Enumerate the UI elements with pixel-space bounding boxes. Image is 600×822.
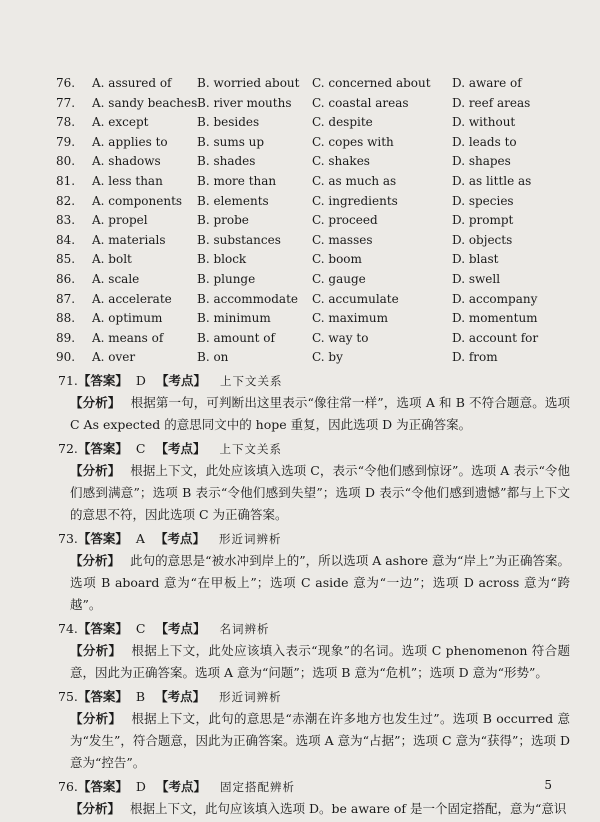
question-number: 86. bbox=[56, 271, 76, 286]
option-d: D. aware of bbox=[452, 76, 522, 90]
question-number: 77. bbox=[56, 95, 76, 110]
option-row bbox=[56, 290, 576, 310]
option-d: D. leads to bbox=[452, 134, 517, 149]
question-number: 89. bbox=[56, 330, 76, 345]
answer-header bbox=[58, 618, 570, 640]
answer-block bbox=[58, 370, 570, 436]
analysis-body: 根据上下文，此句的意思是“赤潮在许多地方也发生过”。选项 B occurred 意为“发生”，符合题意，因此为正确答案。选项 A 意为“占据”；选项 C 意为“获得”；选项 D 意为“控告”。 bbox=[70, 711, 570, 770]
option-b: B. sums up bbox=[197, 134, 265, 149]
option-c: C. concerned about bbox=[312, 76, 431, 90]
option-d: D. prompt bbox=[452, 213, 514, 228]
option-c: C. gauge bbox=[312, 271, 366, 286]
option-c: C. maximum bbox=[312, 311, 389, 326]
option-d: D. blast bbox=[452, 252, 499, 267]
option-row bbox=[56, 231, 576, 251]
option-a: A. propel bbox=[92, 213, 148, 228]
answer-number: 76. bbox=[58, 779, 78, 794]
option-d: D. account for bbox=[452, 330, 539, 345]
answer-block bbox=[58, 686, 570, 774]
options-table bbox=[56, 74, 576, 368]
answer-topic: 形近词辨析 bbox=[218, 532, 282, 546]
option-b: B. worried about bbox=[197, 76, 300, 90]
answer-choice: D bbox=[135, 373, 146, 388]
option-d: D. species bbox=[452, 193, 514, 208]
topic-label: 【考点】 bbox=[155, 689, 206, 704]
option-row bbox=[56, 211, 576, 231]
topic-label: 【考点】 bbox=[155, 621, 206, 636]
option-c: C. ingredients bbox=[312, 193, 398, 208]
topic-label: 【考点】 bbox=[155, 373, 206, 388]
option-a: A. materials bbox=[92, 232, 166, 247]
option-c: C. proceed bbox=[312, 213, 378, 228]
answer-label: 【答案】 bbox=[77, 779, 128, 794]
question-number: 81. bbox=[56, 173, 76, 188]
option-a: A. less than bbox=[92, 173, 163, 188]
answer-choice: C bbox=[135, 441, 146, 456]
answer-number: 75. bbox=[58, 689, 78, 704]
option-row bbox=[56, 74, 576, 94]
answer-number: 74. bbox=[58, 621, 78, 636]
option-row bbox=[56, 133, 576, 153]
analysis-text bbox=[58, 798, 570, 820]
option-b: B. substances bbox=[197, 232, 281, 247]
answer-topic: 上下文关系 bbox=[219, 442, 282, 456]
analysis-body: 根据上下文，此句应该填入选项 D。be aware of 是一个固定搭配，意为“意识 bbox=[130, 801, 567, 816]
question-number: 90. bbox=[56, 350, 76, 365]
option-a: A. scale bbox=[92, 271, 140, 286]
answer-label: 【答案】 bbox=[77, 531, 128, 546]
option-a: A. accelerate bbox=[92, 291, 172, 306]
option-row bbox=[56, 172, 576, 192]
option-b: B. besides bbox=[197, 115, 260, 130]
answer-header bbox=[58, 370, 570, 392]
topic-label: 【考点】 bbox=[154, 531, 205, 546]
question-number: 79. bbox=[56, 134, 76, 149]
topic-label: 【考点】 bbox=[155, 779, 206, 794]
option-a: A. shadows bbox=[92, 154, 161, 169]
analysis-label: 【分析】 bbox=[70, 395, 121, 410]
question-number: 88. bbox=[56, 311, 76, 326]
question-number: 84. bbox=[56, 232, 76, 247]
answer-choice: C bbox=[135, 621, 146, 636]
option-a: A. components bbox=[92, 193, 183, 208]
question-number: 82. bbox=[56, 193, 76, 208]
option-d: D. from bbox=[452, 350, 498, 365]
answer-number: 72. bbox=[58, 441, 78, 456]
answer-label: 【答案】 bbox=[77, 441, 128, 456]
answer-topic: 名词辨析 bbox=[219, 622, 270, 636]
option-b: B. more than bbox=[197, 173, 277, 188]
answer-block bbox=[58, 528, 570, 616]
question-number: 87. bbox=[56, 291, 76, 306]
analysis-text bbox=[58, 550, 570, 616]
option-c: C. masses bbox=[312, 232, 373, 247]
option-row bbox=[56, 348, 576, 368]
option-a: A. assured of bbox=[92, 76, 172, 90]
answer-header bbox=[58, 438, 570, 460]
question-number: 80. bbox=[56, 154, 76, 169]
option-b: B. river mouths bbox=[197, 95, 292, 110]
analysis-label: 【分析】 bbox=[70, 643, 122, 658]
analysis-text bbox=[58, 392, 570, 436]
option-row bbox=[56, 113, 576, 133]
option-d: D. momentum bbox=[452, 311, 538, 326]
analysis-label: 【分析】 bbox=[70, 553, 121, 568]
option-d: D. accompany bbox=[452, 291, 538, 306]
analysis-body: 根据上下文，此处应该填入选项 C，表示“令他们感到惊讶”。选项 A 表示“令他们感到满意”；选项 B 表示“令他们感到失望”；选项 D 表示“令他们感到遗憾”都与上下文的意思不符，因此选项 C 为正确答案。 bbox=[70, 463, 570, 522]
answer-topic: 固定搭配辨析 bbox=[219, 780, 295, 794]
option-b: B. block bbox=[197, 252, 247, 267]
answer-header bbox=[58, 528, 570, 550]
answer-topic: 形近词辨析 bbox=[219, 690, 282, 704]
analysis-body: 根据第一句，可判断出这里表示“像往常一样”，选项 A 和 B 不符合题意。选项 C As expected 的意思同文中的 hope 重复，因此选项 D 为正确答案。 bbox=[70, 395, 570, 432]
answer-label: 【答案】 bbox=[77, 373, 128, 388]
answer-block bbox=[58, 438, 570, 526]
option-b: B. on bbox=[197, 350, 229, 365]
option-c: C. coastal areas bbox=[312, 95, 409, 110]
option-d: D. reef areas bbox=[452, 95, 531, 110]
answers-section bbox=[58, 370, 570, 822]
option-c: C. shakes bbox=[312, 154, 370, 169]
analysis-label: 【分析】 bbox=[70, 711, 122, 726]
analysis-label: 【分析】 bbox=[70, 463, 121, 478]
analysis-body: 此句的意思是“被水冲到岸上的”，所以选项 A ashore 意为“岸上”为正确答案。选项 B aboard 意为“在甲板上”；选项 C aside 意为“一边”；选项 D across 意为“跨越”。 bbox=[70, 553, 570, 612]
option-b: B. plunge bbox=[197, 271, 256, 286]
option-a: A. optimum bbox=[92, 311, 163, 326]
option-d: D. shapes bbox=[452, 154, 511, 169]
answer-block bbox=[58, 618, 570, 684]
answer-header bbox=[58, 686, 570, 708]
answer-header bbox=[58, 776, 570, 798]
answer-block bbox=[58, 776, 570, 820]
question-number: 78. bbox=[56, 115, 76, 130]
answer-choice: D bbox=[135, 779, 146, 794]
option-b: B. accommodate bbox=[197, 291, 299, 306]
answer-label: 【答案】 bbox=[77, 621, 128, 636]
option-d: D. objects bbox=[452, 232, 513, 247]
analysis-label: 【分析】 bbox=[70, 801, 121, 816]
option-d: D. swell bbox=[452, 271, 501, 286]
analysis-body: 根据上下文，此处应该填入表示“现象”的名词。选项 C phenomenon 符合题意，因此为正确答案。选项 A 意为“问题”；选项 B 意为“危机”；选项 D 意为“形势”。 bbox=[70, 643, 570, 680]
answer-label: 【答案】 bbox=[77, 689, 128, 704]
answer-number: 73. bbox=[58, 531, 78, 546]
option-b: B. elements bbox=[197, 193, 269, 208]
option-row bbox=[56, 152, 576, 172]
option-a: A. applies to bbox=[92, 134, 168, 149]
option-b: B. probe bbox=[197, 213, 249, 228]
option-d: D. as little as bbox=[452, 173, 532, 188]
answer-number: 71. bbox=[58, 373, 78, 388]
option-row bbox=[56, 94, 576, 114]
option-c: C. as much as bbox=[312, 173, 397, 188]
answer-choice: A bbox=[135, 531, 145, 546]
analysis-text bbox=[58, 460, 570, 526]
option-row bbox=[56, 192, 576, 212]
option-row bbox=[56, 270, 576, 290]
analysis-text bbox=[58, 640, 570, 684]
option-a: A. means of bbox=[92, 330, 164, 345]
option-b: B. minimum bbox=[197, 311, 271, 326]
question-number: 85. bbox=[56, 252, 76, 267]
option-c: C. by bbox=[312, 350, 343, 365]
option-b: B. shades bbox=[197, 154, 256, 169]
option-row bbox=[56, 309, 576, 329]
answer-topic: 上下文关系 bbox=[219, 374, 283, 388]
option-d: D. without bbox=[452, 115, 516, 130]
answer-choice: B bbox=[135, 689, 146, 704]
question-number: 83. bbox=[56, 213, 76, 228]
option-row bbox=[56, 250, 576, 270]
option-c: C. despite bbox=[312, 115, 373, 130]
option-row bbox=[56, 329, 576, 349]
option-c: C. accumulate bbox=[312, 291, 399, 306]
option-a: A. bolt bbox=[92, 252, 132, 267]
topic-label: 【考点】 bbox=[155, 441, 206, 456]
question-number: 76. bbox=[56, 76, 76, 90]
option-a: A. except bbox=[92, 115, 149, 130]
analysis-text bbox=[58, 708, 570, 774]
option-c: C. copes with bbox=[312, 134, 394, 149]
option-b: B. amount of bbox=[197, 330, 275, 345]
page-number: 5 bbox=[544, 778, 552, 792]
option-a: A. over bbox=[92, 350, 136, 365]
option-c: C. boom bbox=[312, 252, 362, 267]
option-c: C. way to bbox=[312, 330, 369, 345]
option-a: A. sandy beaches bbox=[92, 95, 198, 110]
